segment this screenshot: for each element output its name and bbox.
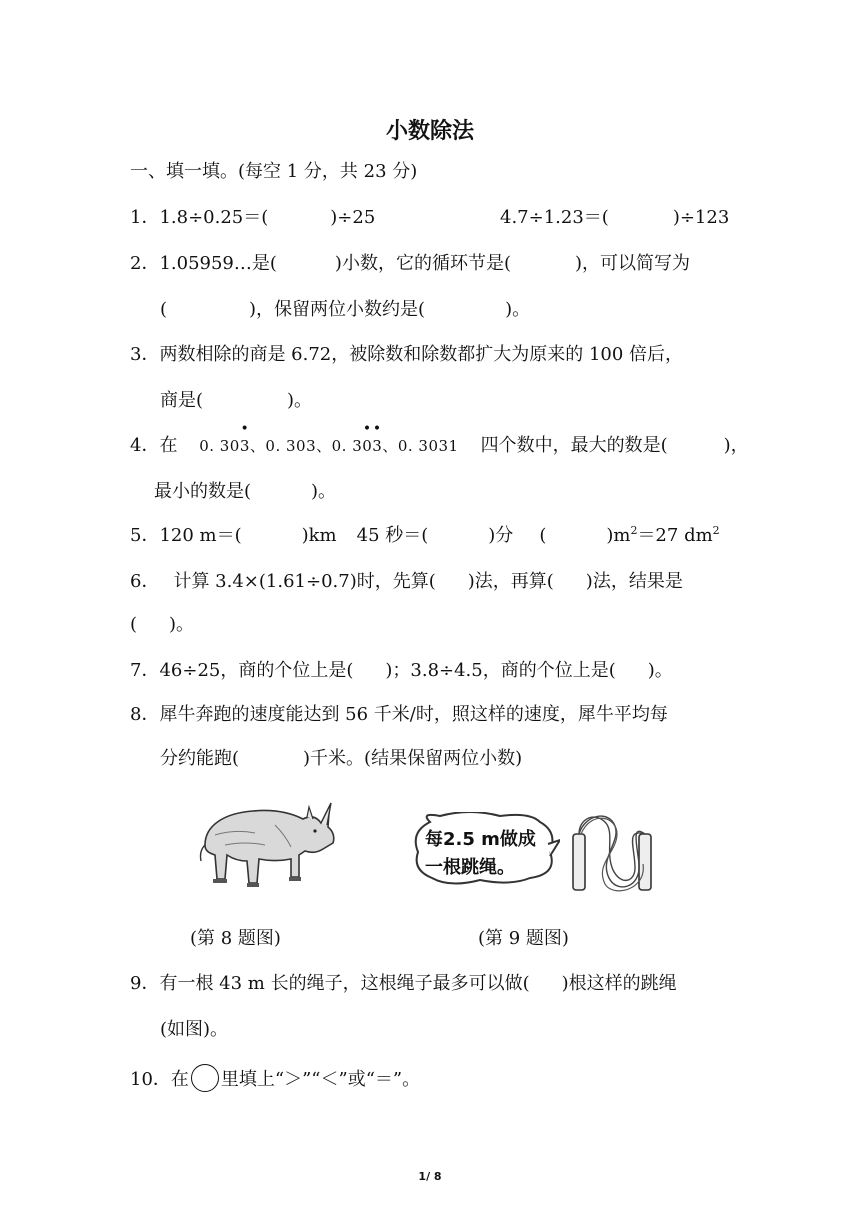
- figure-8-caption: (第 8 题图): [190, 928, 281, 949]
- question-6-line2: ( )。: [130, 614, 195, 635]
- question-3-line1: 3．两数相除的商是 6.72，被除数和除数都扩大为原来的 100 倍后，: [130, 344, 684, 365]
- question-8-line1: 8．犀牛奔跑的速度能达到 56 千米/时，照这样的速度，犀牛平均每: [130, 704, 668, 725]
- rhino-illustration: [195, 795, 340, 895]
- question-5: 5．120 m＝( )km 45 秒＝( )分 ( )$m^2=27$ $dm^2$: [130, 524, 720, 546]
- question-10: 10．在 里填上“＞”“＜”或“＝”。: [130, 1064, 420, 1092]
- page-title: 小数除法: [385, 119, 474, 144]
- question-2-line1: 2．1.05959…是( )小数，它的循环节是( )，可以简写为: [130, 253, 690, 274]
- question-3-line2: 商是( )。: [160, 390, 313, 411]
- figure-9-caption: (第 9 题图): [478, 928, 569, 949]
- question-7: 7．46÷25，商的个位上是( )；3.8÷4.5，商的个位上是( )。: [130, 660, 673, 681]
- page-number: 1/ 8: [418, 1170, 442, 1183]
- speech-bubble-icon: [410, 812, 560, 892]
- jump-rope-icon: [565, 808, 660, 898]
- bubble-text-line1: 每2.5 m做成: [425, 829, 536, 850]
- question-4-line2: 最小的数是( )。: [154, 481, 337, 502]
- question-9-line1: 9．有一根 43 m 长的绳子，这根绳子最多可以做( )根这样的跳绳: [130, 973, 677, 994]
- question-9-line2: (如图)。: [160, 1019, 229, 1040]
- bubble-text-line2: 一根跳绳。: [425, 857, 515, 878]
- section-heading: 一、填一填。(每空 1 分，共 23 分): [130, 161, 418, 182]
- question-8-line2: 分约能跑( )千米。(结果保留两位小数): [160, 748, 523, 769]
- question-1b: 4.7÷1.23＝( )÷123: [500, 207, 730, 228]
- decimal-list: 0. 30 • 3、0. 303、0. 3 • 0 • 3、0. 3031: [199, 421, 459, 455]
- question-6-line1: 6． 计算 3.4×(1.61÷0.7)时，先算( )法，再算( )法，结果是: [130, 571, 683, 592]
- question-2-line2: ( )，保留两位小数约是( )。: [160, 299, 531, 320]
- compare-circle-icon: [191, 1064, 219, 1092]
- question-4-line1: 4．在 0. 30 • 3、0. 303、0. 3 • 0 • 3、0. 3031 四个数中，最大的数是( )，: [130, 421, 749, 456]
- question-1: 1．1.8÷0.25＝( )÷25: [130, 207, 376, 228]
